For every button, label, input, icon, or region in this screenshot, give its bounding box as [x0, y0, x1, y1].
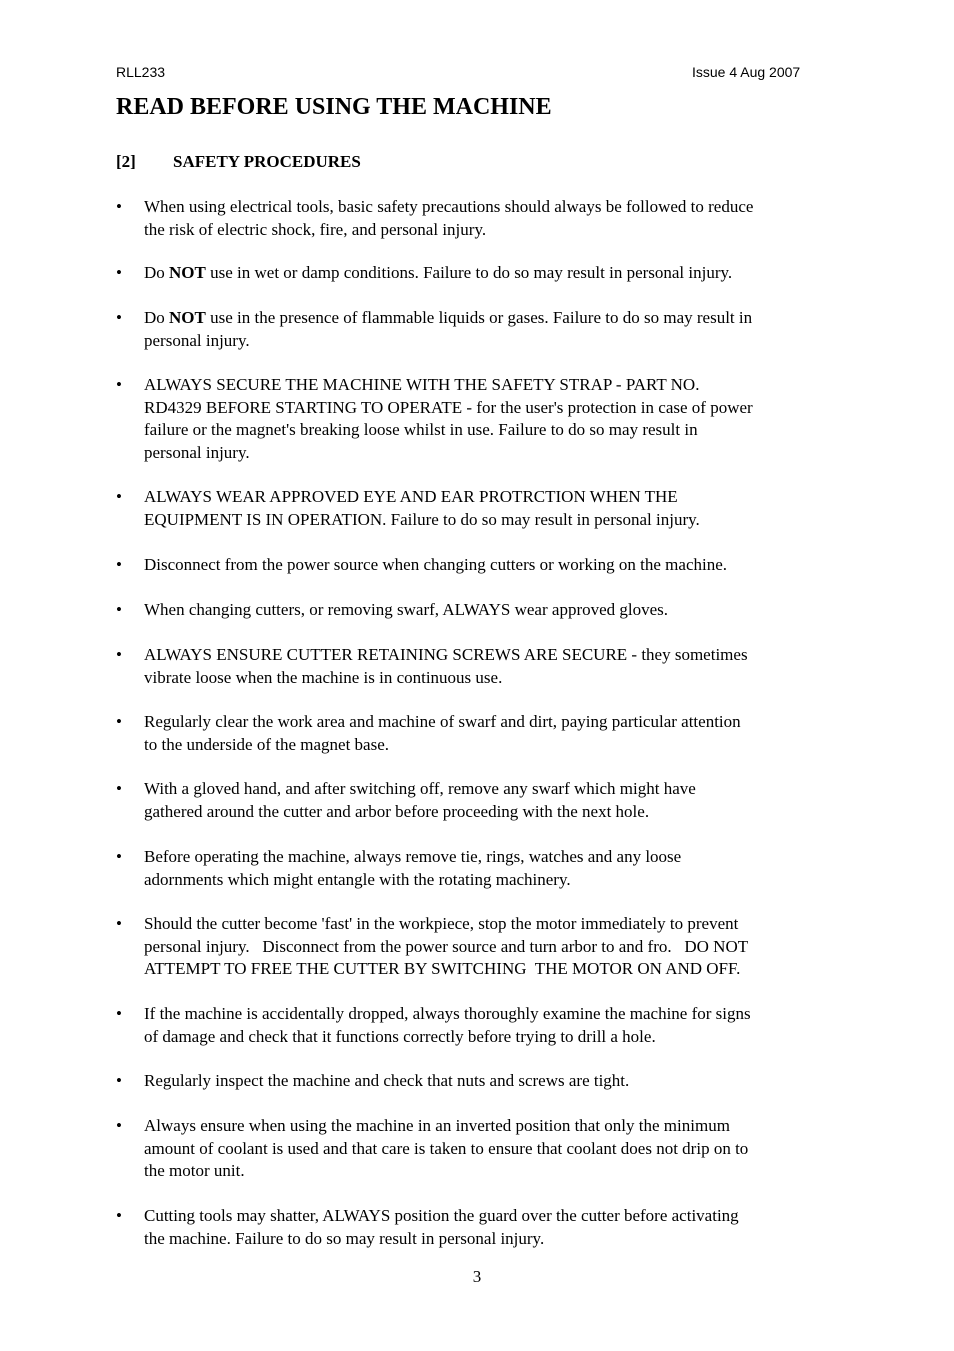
- bullet-icon: •: [116, 712, 122, 731]
- bullet-icon: •: [116, 847, 122, 866]
- section-heading: [116, 151, 361, 173]
- bullet-icon: •: [116, 645, 122, 664]
- section-title: SAFETY PROCEDURES: [173, 152, 361, 171]
- list-item-text: Before operating the machine, always remove tie, rings, watches and any loose adornments which might entangle with the rotating machinery.: [144, 847, 682, 889]
- list-item-text: Always ensure when using the machine in an inverted position that only the minimum amount of coolant is used and that care is taken to ensure that coolant does not drip on to the motor unit.: [144, 1116, 749, 1180]
- list-item-text: Cutting tools may shatter, ALWAYS position the guard over the cutter before activating the machine. Failure to do so may result in personal injury.: [144, 1206, 739, 1248]
- list-item-text: Do NOT use in the presence of flammable liquids or gases. Failure to do so may result in personal injury.: [144, 308, 753, 350]
- bullet-icon: •: [116, 914, 122, 933]
- list-item-text: Do NOT use in wet or damp conditions. Failure to do so may result in personal injury.: [144, 263, 733, 282]
- bullet-icon: •: [116, 375, 122, 394]
- list-item-text: Should the cutter become 'fast' in the workpiece, stop the motor immediately to prevent personal injury. Disconnect from the power source and turn arbor to and fro. DO NOT ATTEMPT TO FREE THE CUTTER BY SWITCHING THE MOTOR ON AND OFF.: [144, 914, 749, 978]
- emphasis-not: NOT: [169, 308, 206, 327]
- bullet-icon: •: [116, 1004, 122, 1023]
- bullet-icon: •: [116, 1206, 122, 1225]
- list-item-text: When changing cutters, or removing swarf, ALWAYS wear approved gloves.: [144, 600, 669, 619]
- bullet-icon: •: [116, 197, 122, 216]
- bullet-icon: •: [116, 263, 122, 282]
- bullet-icon: •: [116, 487, 122, 506]
- list-item-text: ALWAYS SECURE THE MACHINE WITH THE SAFETY STRAP - PART NO. RD4329 BEFORE STARTING TO OPERATE - for the user's protection in case of power failure or the magnet's breaking loose whilst in use. Failure to do so may result in personal injury.: [144, 375, 753, 462]
- bullet-icon: •: [116, 308, 122, 327]
- section-number: [2]: [116, 152, 136, 171]
- page-number: 3: [472, 1267, 482, 1286]
- list-item-text: With a gloved hand, and after switching off, remove any swarf which might have gathered around the cutter and arbor before proceeding with the next hole.: [144, 779, 696, 821]
- list-item-text: Regularly inspect the machine and check that nuts and screws are tight.: [144, 1071, 630, 1090]
- list-item-text: Disconnect from the power source when changing cutters or working on the machine.: [144, 555, 728, 574]
- document-id: RLL233: [116, 64, 166, 80]
- list-item-text: If the machine is accidentally dropped, always thoroughly examine the machine for signs of damage and check that it functions correctly before trying to drill a hole.: [144, 1004, 751, 1046]
- bullet-icon: •: [116, 555, 122, 574]
- emphasis-not: NOT: [169, 263, 206, 282]
- page-title: READ BEFORE USING THE MACHINE: [116, 94, 552, 120]
- issue-date: Issue 4 Aug 2007: [692, 64, 801, 80]
- bullet-icon: •: [116, 1071, 122, 1090]
- bullet-icon: •: [116, 1116, 122, 1135]
- list-item-text: Regularly clear the work area and machine of swarf and dirt, paying particular attention to the underside of the magnet base.: [144, 712, 741, 754]
- bullet-icon: •: [116, 600, 122, 619]
- list-item-text: ALWAYS WEAR APPROVED EYE AND EAR PROTRCTION WHEN THE EQUIPMENT IS IN OPERATION. Failure to do so may result in personal injury.: [144, 487, 700, 529]
- list-item-text: When using electrical tools, basic safety precautions should always be followed to reduce the risk of electric shock, fire, and personal injury.: [144, 197, 754, 239]
- list-item-text: ALWAYS ENSURE CUTTER RETAINING SCREWS ARE SECURE - they sometimes vibrate loose when the machine is in continuous use.: [144, 645, 748, 687]
- bullet-icon: •: [116, 779, 122, 798]
